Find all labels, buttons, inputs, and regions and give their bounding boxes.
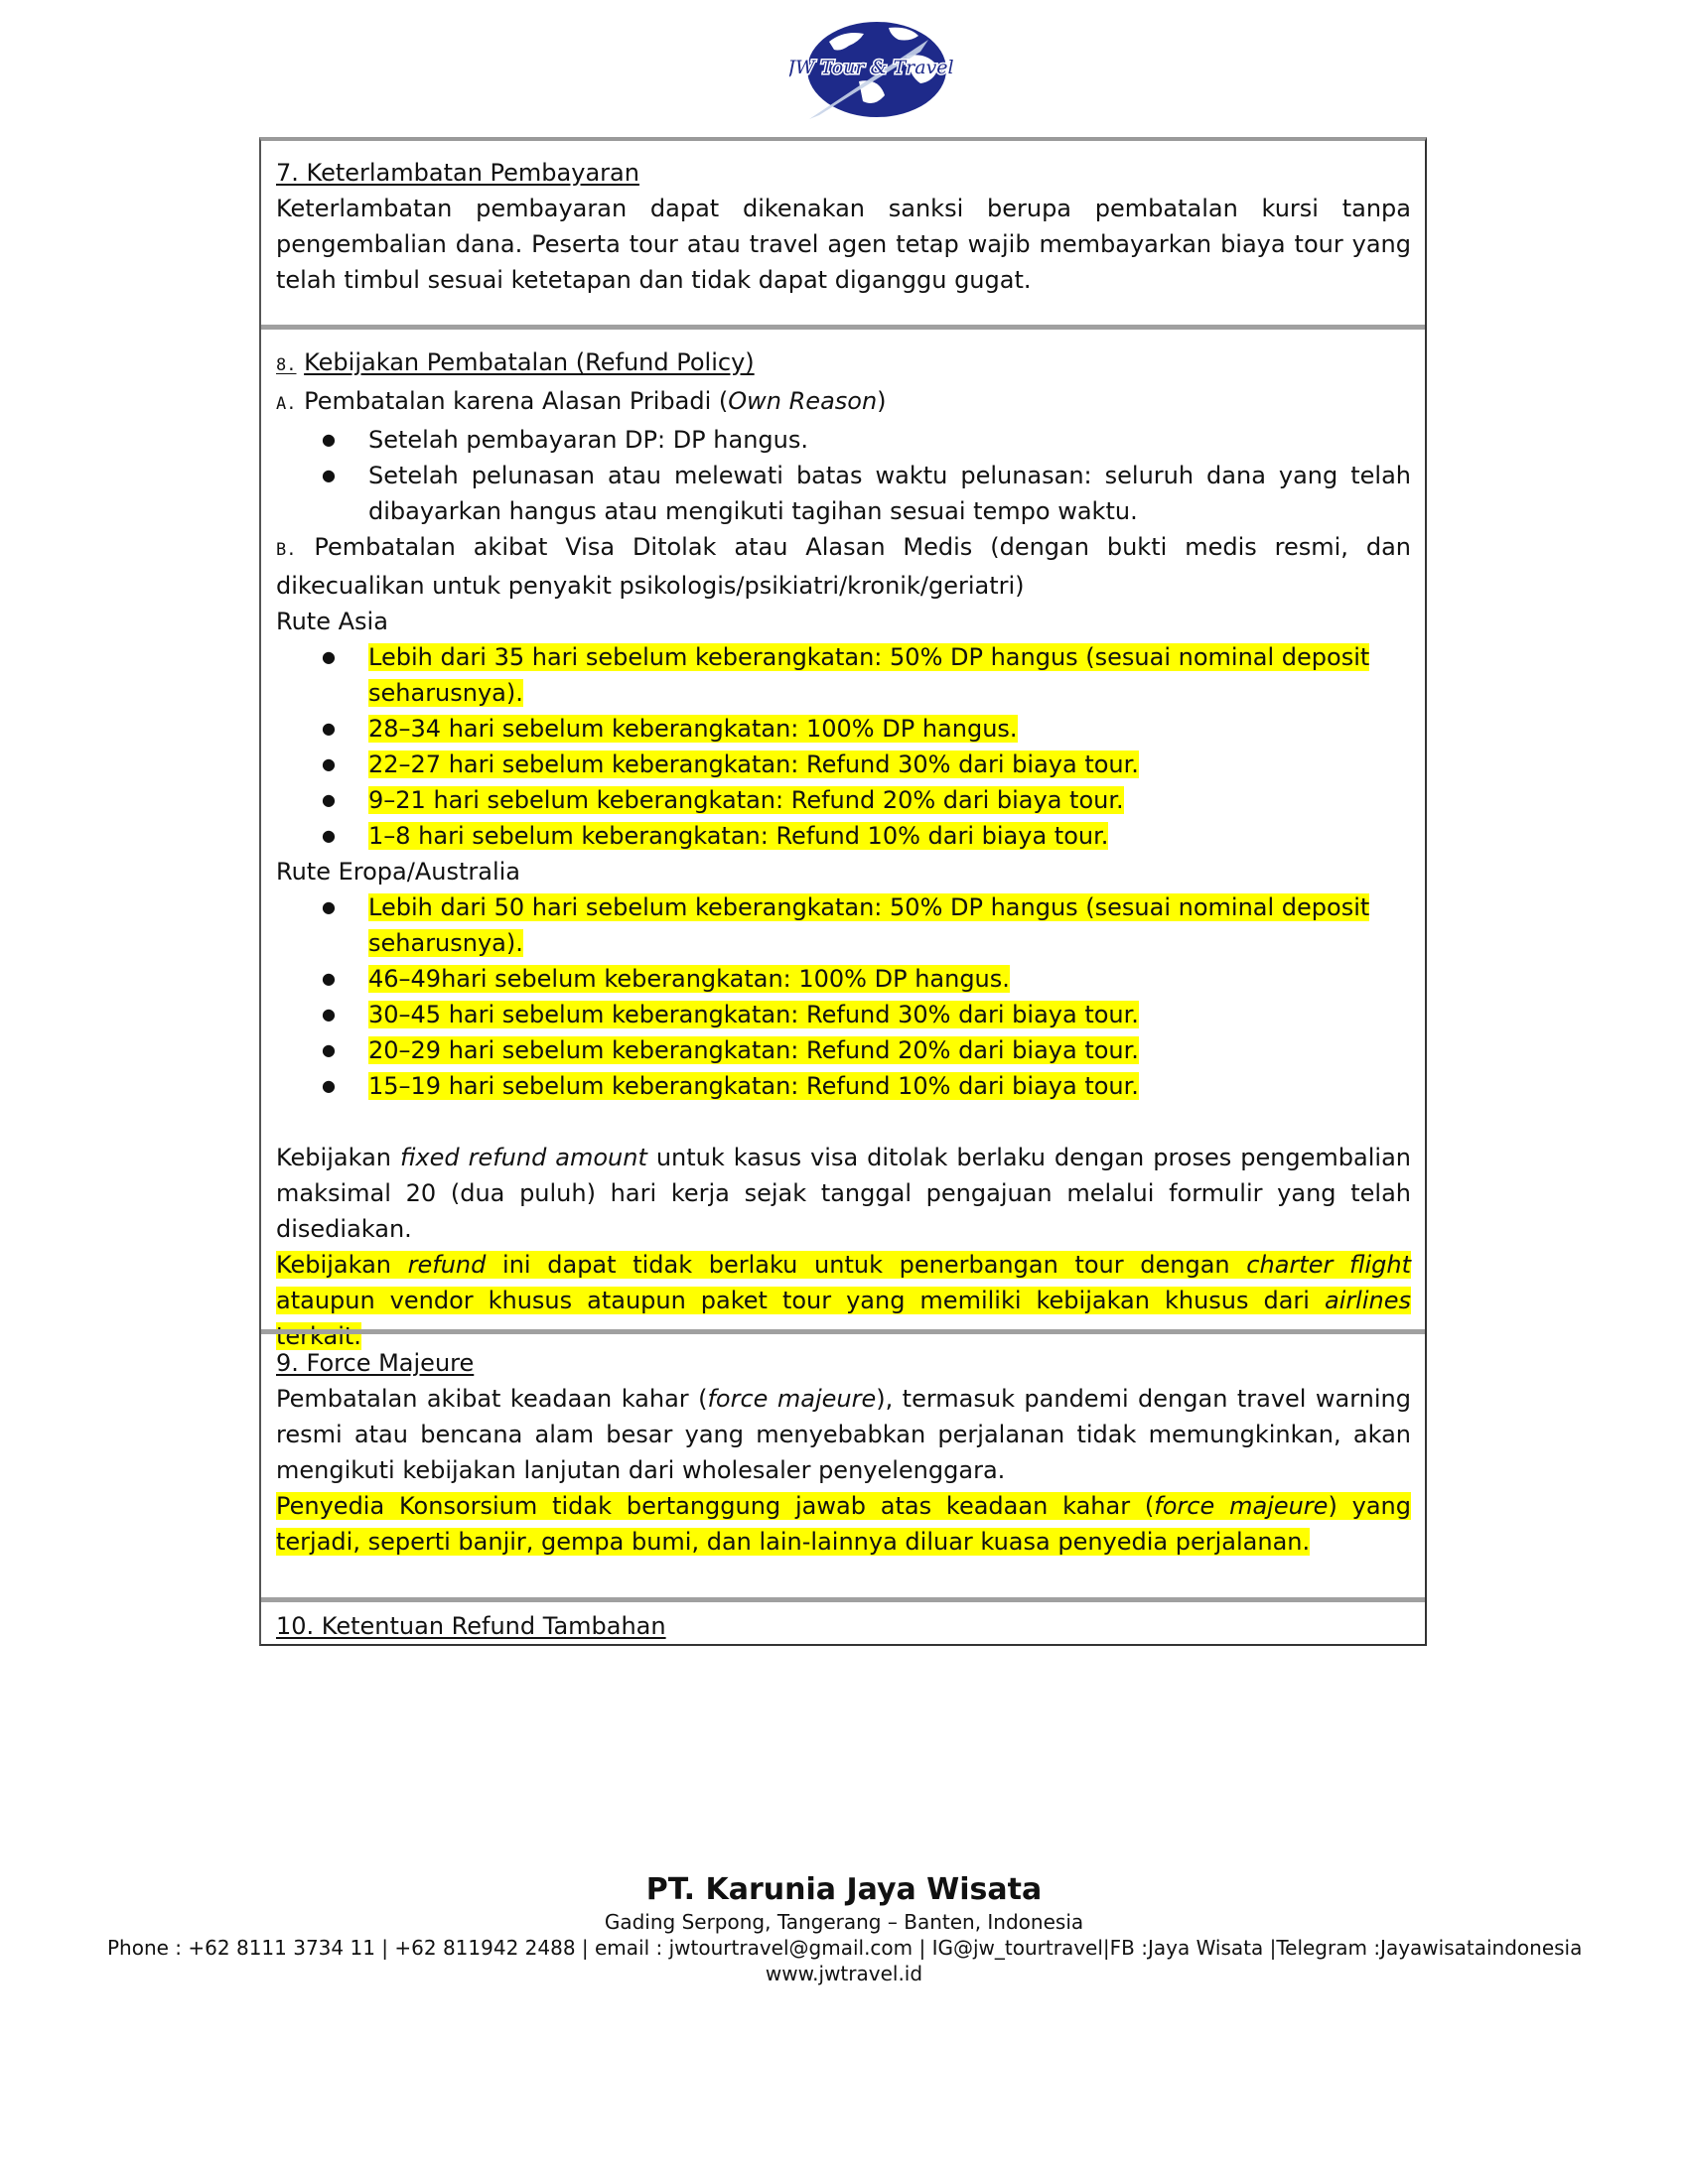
list-item xyxy=(276,1032,1411,1068)
list-item xyxy=(276,782,1411,818)
italic-text: airlines xyxy=(1324,1287,1411,1314)
asia-rule: Lebih dari 35 hari sebelum keberangkatan: 50% DP hangus (sesuai nominal deposit seharusnya). xyxy=(368,643,1370,707)
section-8-number: 8. xyxy=(276,355,297,375)
italic-text: force majeure xyxy=(1154,1492,1329,1520)
text: ), termasuk pandemi dengan travel warning resmi atau bencana alam besar yang menyebabkan perjalanan tidak memungkinkan, akan mengikuti kebijakan lanjutan dari wholesaler penyelenggara. xyxy=(276,1385,1411,1484)
subsection-a-close: ) xyxy=(877,387,887,415)
italic-text: force majeure xyxy=(707,1385,877,1413)
text: Kebijakan xyxy=(276,1251,408,1279)
list-item xyxy=(276,818,1411,854)
italic-text: refund xyxy=(407,1251,487,1279)
europe-rule: 15–19 hari sebelum keberangkatan: Refund 10% dari biaya tour. xyxy=(368,1072,1139,1100)
text: untuk kasus visa ditolak berlaku dengan proses pengembalian maksimal 20 (dua puluh) hari kerja sejak tanggal pengajuan melalui formulir yang telah disediakan. xyxy=(276,1144,1411,1243)
asia-rule: 28–34 hari sebelum keberangkatan: 100% DP hangus. xyxy=(368,715,1018,743)
spacer xyxy=(276,1104,1411,1140)
section-7-body: Keterlambatan pembayaran dapat dikenakan sanksi berupa pembatalan kursi tanpa pengembalian dana. Peserta tour atau travel agen tetap wajib membayarkan biaya tour yang telah timbul sesuai ketetapan dan tidak dapat diganggu gugat. xyxy=(276,195,1411,294)
list-item: ● Setelah pembayaran DP: DP hangus. xyxy=(276,422,1411,458)
europe-rule: 20–29 hari sebelum keberangkatan: Refund 20% dari biaya tour. xyxy=(368,1036,1139,1064)
text: Pembatalan akibat keadaan kahar ( xyxy=(276,1385,708,1413)
fixed-refund-paragraph xyxy=(276,1140,1411,1247)
section-7-title: 7. Keterlambatan Pembayaran xyxy=(276,159,639,187)
europe-rule: 30–45 hari sebelum keberangkatan: Refund 30% dari biaya tour. xyxy=(368,1001,1139,1028)
force-majeure-paragraph xyxy=(276,1381,1411,1488)
globe-plane-icon xyxy=(789,12,953,123)
company-logo xyxy=(789,12,953,123)
section-refund-policy xyxy=(261,325,1425,1350)
text: Kebijakan xyxy=(276,1144,400,1171)
section-8-title-text: Kebijakan Pembatalan (Refund Policy) xyxy=(304,348,755,376)
list-item: ● Setelah pelunasan atau melewati batas waktu pelunasan: seluruh dana yang telah dibayarkan hangus atau mengikuti tagihan sesuai tempo waktu. xyxy=(276,458,1411,529)
text: ini dapat tidak berlaku untuk penerbangan tour dengan xyxy=(486,1251,1247,1279)
list-item xyxy=(276,961,1411,997)
company-name: PT. Karunia Jaya Wisata xyxy=(645,1872,1043,1907)
text: ataupun vendor khusus ataupun paket tour yang memiliki kebijakan khusus dari xyxy=(276,1287,1325,1314)
subsection-a-italic: Own Reason xyxy=(728,387,878,415)
text: Penyedia Konsorsium tidak bertanggung jawab atas keadaan kahar ( xyxy=(276,1492,1155,1520)
route-asia-label: Rute Asia xyxy=(276,608,388,635)
subsection-b xyxy=(276,529,1411,604)
section-10-title: 10. Ketentuan Refund Tambahan xyxy=(276,1612,666,1640)
list-item xyxy=(276,639,1411,711)
asia-rule: 1–8 hari sebelum keberangkatan: Refund 10% dari biaya tour. xyxy=(368,822,1109,850)
section-9-title: 9. Force Majeure xyxy=(276,1349,475,1377)
svg-text:JW Tour & Travel: JW Tour & Travel xyxy=(789,57,953,78)
route-europe-label: Rute Eropa/Australia xyxy=(276,858,520,886)
europe-rule: Lebih dari 50 hari sebelum keberangkatan: 50% DP hangus (sesuai nominal deposit seharusnya). xyxy=(368,893,1370,957)
company-website[interactable]: www.jwtravel.id xyxy=(765,1962,923,1985)
section-additional-refund xyxy=(261,1597,1425,1647)
list-item xyxy=(276,711,1411,747)
list-item xyxy=(276,747,1411,782)
italic-text: fixed refund amount xyxy=(399,1144,647,1171)
company-address: Gading Serpong, Tangerang – Banten, Indonesia xyxy=(604,1910,1084,1934)
section-late-payment xyxy=(261,141,1425,327)
italic-text: charter flight xyxy=(1246,1251,1412,1279)
subsection-b-text: Pembatalan akibat Visa Ditolak atau Alasan Medis (dengan bukti medis resmi, dan dikecualikan untuk penyakit psikologis/psikiatri/kronik/geriatri) xyxy=(276,533,1411,600)
text: ) yang terjadi, seperti banjir, gempa bumi, dan lain-lainnya diluar kuasa penyedia perjalanan. xyxy=(276,1492,1411,1556)
section-8-title xyxy=(276,344,1411,383)
section-force-majeure xyxy=(261,1329,1425,1601)
subsection-a-mark: A. xyxy=(276,394,297,414)
list-item xyxy=(276,1068,1411,1104)
list-item xyxy=(276,889,1411,961)
europe-rule: 46–49hari sebelum keberangkatan: 100% DP hangus. xyxy=(368,965,1010,993)
asia-rule: 9–21 hari sebelum keberangkatan: Refund 20% dari biaya tour. xyxy=(368,786,1124,814)
policy-table xyxy=(259,137,1427,1646)
subsection-b-mark: B. xyxy=(276,540,297,560)
force-majeure-note xyxy=(276,1488,1411,1560)
footer xyxy=(0,1871,1688,1985)
company-contact: Phone : +62 8111 3734 11 | +62 811942 2488 | email : jwtourtravel@gmail.com | IG@jw_tourtravel|FB :Jaya Wisata |Telegram :Jayawisataindonesia xyxy=(107,1936,1583,1960)
subsection-a xyxy=(276,383,1411,422)
subsection-a-text: Pembatalan karena Alasan Pribadi ( xyxy=(304,387,729,415)
text: terkait. xyxy=(276,1322,361,1350)
list-item xyxy=(276,997,1411,1032)
asia-rule: 22–27 hari sebelum keberangkatan: Refund 30% dari biaya tour. xyxy=(368,751,1139,778)
